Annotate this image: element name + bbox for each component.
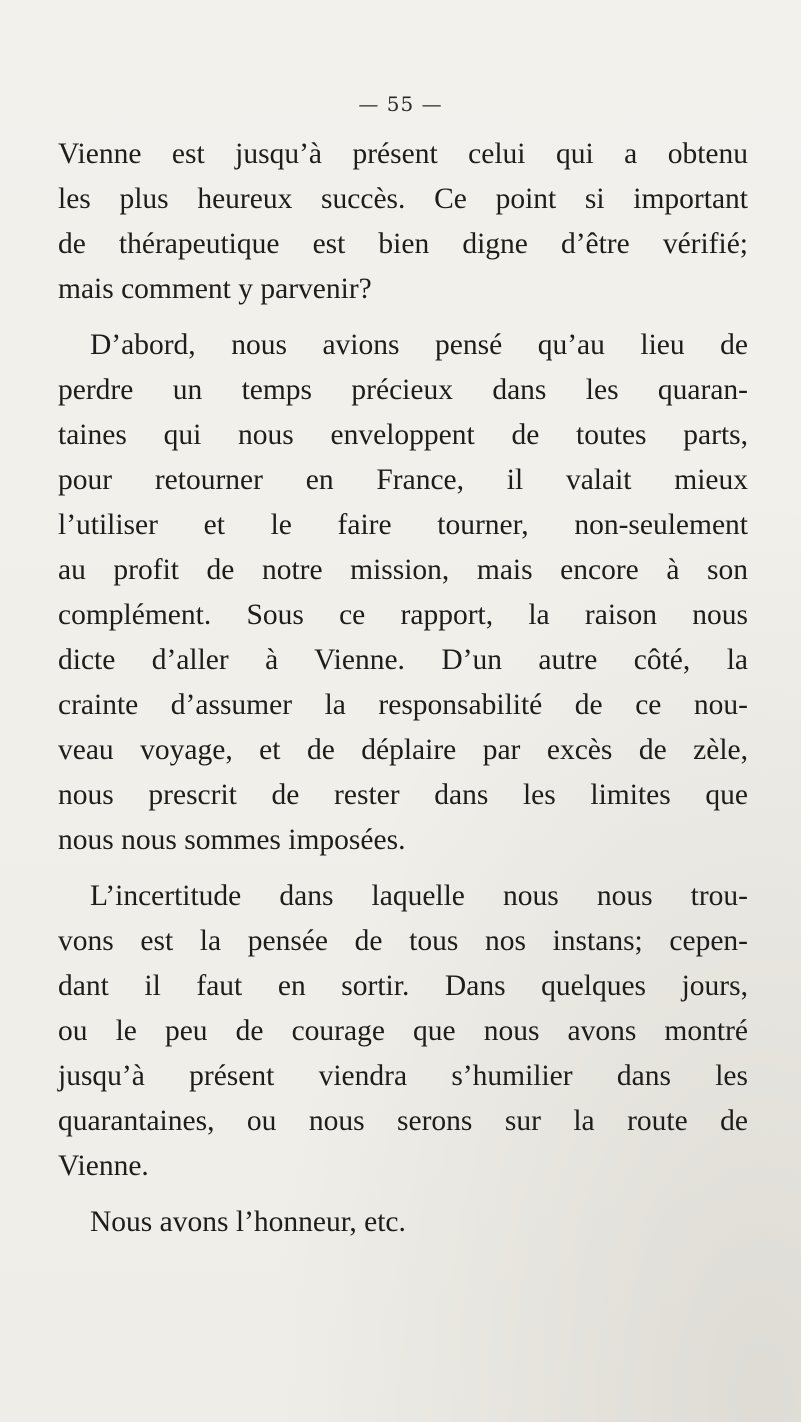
text-line: D’abord, nous avions pensé qu’au lieu de bbox=[90, 329, 748, 361]
text-line: mais comment y parvenir? bbox=[58, 273, 372, 305]
text-line: au profit de notre mission, mais encore à son bbox=[58, 554, 748, 586]
text-line: taines qui nous enveloppent de toutes parts, bbox=[58, 419, 748, 451]
text-line: Vienne est jusqu’à présent celui qui a obtenu bbox=[58, 138, 748, 170]
body-text bbox=[58, 132, 748, 1245]
closing-line bbox=[58, 1200, 748, 1245]
text-line: perdre un temps précieux dans les quaran- bbox=[58, 374, 748, 406]
text-line: les plus heureux succès. Ce point si important bbox=[58, 183, 748, 215]
text-line: l’utiliser et le faire tourner, non-seulement bbox=[58, 509, 748, 541]
text-line: Nous avons l’honneur, etc. bbox=[90, 1206, 406, 1238]
paragraph-1 bbox=[58, 132, 748, 312]
text-line: crainte d’assumer la responsabilité de ce nou- bbox=[58, 689, 748, 721]
page-number: — 55 — bbox=[358, 92, 443, 116]
text-line: nous prescrit de rester dans les limites que bbox=[58, 779, 748, 811]
text-line: quarantaines, ou nous serons sur la route de bbox=[58, 1105, 748, 1137]
text-line: nous nous sommes imposées. bbox=[58, 824, 406, 856]
text-line: L’incertitude dans laquelle nous nous trou- bbox=[90, 880, 748, 912]
text-line: dant il faut en sortir. Dans quelques jours, bbox=[58, 970, 748, 1002]
text-line: complément. Sous ce rapport, la raison nous bbox=[58, 599, 748, 631]
text-line: de thérapeutique est bien digne d’être vérifié; bbox=[58, 228, 748, 260]
text-line: ou le peu de courage que nous avons montré bbox=[58, 1015, 748, 1047]
text-line: pour retourner en France, il valait mieux bbox=[58, 464, 748, 496]
text-line: Vienne. bbox=[58, 1150, 149, 1182]
paragraph-2 bbox=[58, 323, 748, 863]
text-line: veau voyage, et de déplaire par excès de zèle, bbox=[58, 734, 748, 766]
text-line: jusqu’à présent viendra s’humilier dans les bbox=[58, 1060, 748, 1092]
text-line: dicte d’aller à Vienne. D’un autre côté, la bbox=[58, 644, 748, 676]
paragraph-3 bbox=[58, 874, 748, 1189]
text-line: vons est la pensée de tous nos instans; cepen- bbox=[58, 925, 748, 957]
